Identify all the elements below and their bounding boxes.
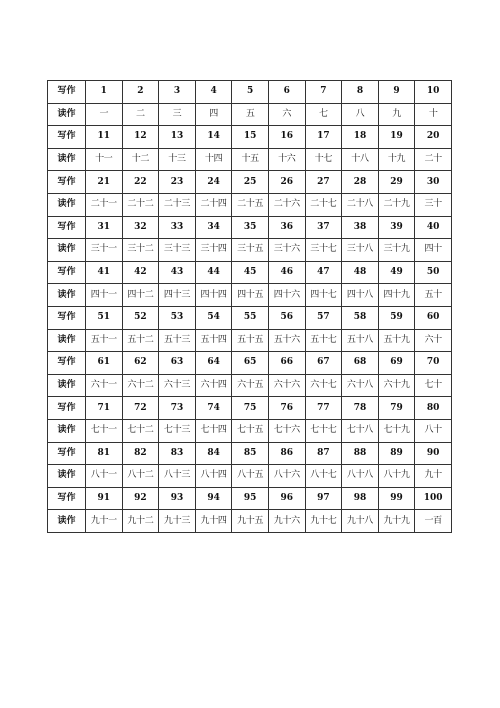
chinese-numeral-cell: 五十四 <box>195 329 232 352</box>
numeral-cell: 99 <box>378 487 415 510</box>
numeral-cell: 9 <box>378 81 415 104</box>
chinese-numeral-cell: 二十二 <box>122 193 159 216</box>
numeral-cell: 67 <box>305 352 342 375</box>
chinese-numeral-cell: 三十九 <box>378 239 415 262</box>
chinese-numeral-cell: 七十五 <box>232 419 269 442</box>
write-label-cell: 写作 <box>48 216 86 239</box>
chinese-numeral-cell: 九十五 <box>232 510 269 533</box>
read-row <box>48 284 452 307</box>
read-label-cell: 读作 <box>48 103 86 126</box>
chinese-numeral-cell: 七十二 <box>122 419 159 442</box>
write-label-cell: 写作 <box>48 261 86 284</box>
numeral-cell: 65 <box>232 352 269 375</box>
numeral-cell: 16 <box>268 126 305 149</box>
read-row <box>48 239 452 262</box>
chinese-numeral-cell: 九十一 <box>86 510 123 533</box>
numeral-cell: 44 <box>195 261 232 284</box>
numeral-cell: 41 <box>86 261 123 284</box>
numeral-cell: 76 <box>268 397 305 420</box>
chinese-numeral-cell: 十 <box>415 103 452 126</box>
numeral-cell: 74 <box>195 397 232 420</box>
numeral-cell: 11 <box>86 126 123 149</box>
numeral-cell: 55 <box>232 306 269 329</box>
numeral-cell: 4 <box>195 81 232 104</box>
numeral-cell: 83 <box>159 442 196 465</box>
numeral-cell: 89 <box>378 442 415 465</box>
numeral-cell: 52 <box>122 306 159 329</box>
numeral-cell: 94 <box>195 487 232 510</box>
numeral-cell: 43 <box>159 261 196 284</box>
chinese-numeral-cell: 七十三 <box>159 419 196 442</box>
chinese-numeral-cell: 四十三 <box>159 284 196 307</box>
chinese-numeral-cell: 三十八 <box>342 239 379 262</box>
numeral-cell: 34 <box>195 216 232 239</box>
numeral-cell: 48 <box>342 261 379 284</box>
numeral-cell: 33 <box>159 216 196 239</box>
read-row <box>48 419 452 442</box>
chinese-numeral-cell: 六十五 <box>232 374 269 397</box>
chinese-numeral-cell: 八十一 <box>86 465 123 488</box>
chinese-numeral-cell: 五十五 <box>232 329 269 352</box>
chinese-numeral-cell: 十七 <box>305 148 342 171</box>
numeral-cell: 17 <box>305 126 342 149</box>
numeral-cell: 5 <box>232 81 269 104</box>
numeral-cell: 54 <box>195 306 232 329</box>
write-row <box>48 81 452 104</box>
numeral-cell: 46 <box>268 261 305 284</box>
write-label-cell: 写作 <box>48 306 86 329</box>
chinese-numeral-cell: 六十八 <box>342 374 379 397</box>
numeral-cell: 30 <box>415 171 452 194</box>
numeral-cell: 90 <box>415 442 452 465</box>
chinese-numeral-cell: 九十三 <box>159 510 196 533</box>
chinese-numeral-cell: 三十 <box>415 193 452 216</box>
numeral-cell: 73 <box>159 397 196 420</box>
numeral-cell: 81 <box>86 442 123 465</box>
read-row <box>48 148 452 171</box>
read-row <box>48 329 452 352</box>
numeral-cell: 31 <box>86 216 123 239</box>
numeral-cell: 93 <box>159 487 196 510</box>
chinese-numeral-cell: 十四 <box>195 148 232 171</box>
numeral-cell: 57 <box>305 306 342 329</box>
chinese-numeral-cell: 二十七 <box>305 193 342 216</box>
numeral-cell: 14 <box>195 126 232 149</box>
chinese-numeral-cell: 五十二 <box>122 329 159 352</box>
numeral-cell: 37 <box>305 216 342 239</box>
chinese-numeral-cell: 五十三 <box>159 329 196 352</box>
chinese-numeral-cell: 二十五 <box>232 193 269 216</box>
numeral-cell: 56 <box>268 306 305 329</box>
numeral-cell: 1 <box>86 81 123 104</box>
numeral-cell: 8 <box>342 81 379 104</box>
read-row <box>48 374 452 397</box>
numeral-cell: 68 <box>342 352 379 375</box>
read-label-cell: 读作 <box>48 329 86 352</box>
write-row <box>48 306 452 329</box>
write-row <box>48 487 452 510</box>
numeral-cell: 3 <box>159 81 196 104</box>
chinese-numeral-cell: 十八 <box>342 148 379 171</box>
chinese-numeral-cell: 六十 <box>415 329 452 352</box>
numeral-cell: 60 <box>415 306 452 329</box>
write-row <box>48 397 452 420</box>
chinese-numeral-cell: 七十 <box>415 374 452 397</box>
chinese-numeral-cell: 四十四 <box>195 284 232 307</box>
chinese-numeral-cell: 十六 <box>268 148 305 171</box>
chinese-numeral-cell: 八十 <box>415 419 452 442</box>
chinese-numeral-cell: 三十五 <box>232 239 269 262</box>
chinese-numeral-cell: 七十六 <box>268 419 305 442</box>
numeral-cell: 21 <box>86 171 123 194</box>
numeral-cell: 97 <box>305 487 342 510</box>
write-row <box>48 261 452 284</box>
write-row <box>48 216 452 239</box>
numeral-cell: 13 <box>159 126 196 149</box>
numeral-cell: 49 <box>378 261 415 284</box>
write-row <box>48 352 452 375</box>
chinese-numeral-cell: 八十三 <box>159 465 196 488</box>
read-label-cell: 读作 <box>48 193 86 216</box>
numeral-cell: 69 <box>378 352 415 375</box>
read-row <box>48 103 452 126</box>
numeral-cell: 2 <box>122 81 159 104</box>
numeral-cell: 87 <box>305 442 342 465</box>
numeral-cell: 26 <box>268 171 305 194</box>
numeral-cell: 19 <box>378 126 415 149</box>
numeral-cell: 53 <box>159 306 196 329</box>
chinese-numeral-cell: 八十四 <box>195 465 232 488</box>
read-label-cell: 读作 <box>48 284 86 307</box>
numeral-cell: 96 <box>268 487 305 510</box>
read-row <box>48 465 452 488</box>
write-label-cell: 写作 <box>48 352 86 375</box>
numeral-cell: 77 <box>305 397 342 420</box>
chinese-numeral-cell: 三十四 <box>195 239 232 262</box>
numeral-cell: 66 <box>268 352 305 375</box>
chinese-numeral-cell: 十一 <box>86 148 123 171</box>
chinese-numeral-cell: 四十 <box>415 239 452 262</box>
numeral-cell: 100 <box>415 487 452 510</box>
numeral-cell: 6 <box>268 81 305 104</box>
numeral-cell: 47 <box>305 261 342 284</box>
chinese-numeral-cell: 九 <box>378 103 415 126</box>
chinese-numeral-cell: 九十六 <box>268 510 305 533</box>
numeral-cell: 95 <box>232 487 269 510</box>
numeral-cell: 7 <box>305 81 342 104</box>
numeral-cell: 59 <box>378 306 415 329</box>
numeral-cell: 80 <box>415 397 452 420</box>
chinese-numeral-cell: 七十一 <box>86 419 123 442</box>
read-label-cell: 读作 <box>48 148 86 171</box>
numeral-cell: 78 <box>342 397 379 420</box>
numeral-cell: 63 <box>159 352 196 375</box>
chinese-numeral-cell: 十五 <box>232 148 269 171</box>
numeral-cell: 18 <box>342 126 379 149</box>
write-label-cell: 写作 <box>48 81 86 104</box>
write-row <box>48 442 452 465</box>
numeral-cell: 22 <box>122 171 159 194</box>
chinese-numeral-cell: 一百 <box>415 510 452 533</box>
chinese-numeral-cell: 四十八 <box>342 284 379 307</box>
chinese-numeral-cell: 九十九 <box>378 510 415 533</box>
write-label-cell: 写作 <box>48 397 86 420</box>
numeral-cell: 32 <box>122 216 159 239</box>
chinese-numeral-cell: 七十八 <box>342 419 379 442</box>
chinese-numeral-cell: 三十七 <box>305 239 342 262</box>
write-row <box>48 126 452 149</box>
chinese-numeral-cell: 四十一 <box>86 284 123 307</box>
chinese-numeral-cell: 二十四 <box>195 193 232 216</box>
numeral-cell: 29 <box>378 171 415 194</box>
chinese-numeral-cell: 六十四 <box>195 374 232 397</box>
chinese-numeral-cell: 二十三 <box>159 193 196 216</box>
write-label-cell: 写作 <box>48 487 86 510</box>
chinese-numeral-cell: 八十五 <box>232 465 269 488</box>
chinese-numeral-cell: 六十七 <box>305 374 342 397</box>
numeral-cell: 84 <box>195 442 232 465</box>
numeral-cell: 72 <box>122 397 159 420</box>
chinese-numeral-cell: 九十四 <box>195 510 232 533</box>
chinese-numeral-cell: 六十六 <box>268 374 305 397</box>
chinese-numeral-cell: 二 <box>122 103 159 126</box>
read-label-cell: 读作 <box>48 374 86 397</box>
chinese-numeral-cell: 三十一 <box>86 239 123 262</box>
chinese-numeral-cell: 六十三 <box>159 374 196 397</box>
read-label-cell: 读作 <box>48 239 86 262</box>
chinese-numeral-cell: 八十六 <box>268 465 305 488</box>
chinese-numeral-cell: 九十 <box>415 465 452 488</box>
chinese-numeral-cell: 八十二 <box>122 465 159 488</box>
chinese-numeral-cell: 九十二 <box>122 510 159 533</box>
chinese-numeral-cell: 三十三 <box>159 239 196 262</box>
chinese-numeral-cell: 四十二 <box>122 284 159 307</box>
numeral-cell: 75 <box>232 397 269 420</box>
numeral-cell: 86 <box>268 442 305 465</box>
chinese-numeral-cell: 十九 <box>378 148 415 171</box>
chinese-numeral-cell: 十二 <box>122 148 159 171</box>
chinese-numeral-cell: 五十九 <box>378 329 415 352</box>
numeral-cell: 36 <box>268 216 305 239</box>
numeral-cell: 40 <box>415 216 452 239</box>
read-row <box>48 510 452 533</box>
chinese-numeral-cell: 七十四 <box>195 419 232 442</box>
numeral-cell: 61 <box>86 352 123 375</box>
chinese-numeral-cell: 七 <box>305 103 342 126</box>
chinese-numeral-cell: 四十六 <box>268 284 305 307</box>
number-reading-table <box>47 80 452 533</box>
chinese-numeral-cell: 八十九 <box>378 465 415 488</box>
chinese-numeral-cell: 九十八 <box>342 510 379 533</box>
numeral-cell: 24 <box>195 171 232 194</box>
numeral-cell: 23 <box>159 171 196 194</box>
numeral-cell: 20 <box>415 126 452 149</box>
numeral-cell: 45 <box>232 261 269 284</box>
chinese-numeral-cell: 八 <box>342 103 379 126</box>
numeral-cell: 58 <box>342 306 379 329</box>
chinese-numeral-cell: 二十九 <box>378 193 415 216</box>
chinese-numeral-cell: 五十 <box>415 284 452 307</box>
numeral-cell: 27 <box>305 171 342 194</box>
chinese-numeral-cell: 九十七 <box>305 510 342 533</box>
numeral-cell: 79 <box>378 397 415 420</box>
chinese-numeral-cell: 五十七 <box>305 329 342 352</box>
chinese-numeral-cell: 五 <box>232 103 269 126</box>
chinese-numeral-cell: 四十九 <box>378 284 415 307</box>
chinese-numeral-cell: 三 <box>159 103 196 126</box>
chinese-numeral-cell: 十三 <box>159 148 196 171</box>
numeral-cell: 28 <box>342 171 379 194</box>
numeral-cell: 50 <box>415 261 452 284</box>
chinese-numeral-cell: 六十九 <box>378 374 415 397</box>
read-row <box>48 193 452 216</box>
numeral-cell: 92 <box>122 487 159 510</box>
numeral-cell: 70 <box>415 352 452 375</box>
chinese-numeral-cell: 二十八 <box>342 193 379 216</box>
numeral-cell: 42 <box>122 261 159 284</box>
chinese-numeral-cell: 三十六 <box>268 239 305 262</box>
read-label-cell: 读作 <box>48 510 86 533</box>
chinese-numeral-cell: 六 <box>268 103 305 126</box>
numeral-cell: 85 <box>232 442 269 465</box>
write-label-cell: 写作 <box>48 442 86 465</box>
chinese-numeral-cell: 八十七 <box>305 465 342 488</box>
numeral-cell: 15 <box>232 126 269 149</box>
numeral-cell: 12 <box>122 126 159 149</box>
write-label-cell: 写作 <box>48 171 86 194</box>
read-label-cell: 读作 <box>48 465 86 488</box>
numeral-cell: 91 <box>86 487 123 510</box>
chinese-numeral-cell: 四 <box>195 103 232 126</box>
numeral-cell: 98 <box>342 487 379 510</box>
chinese-numeral-cell: 八十八 <box>342 465 379 488</box>
chinese-numeral-cell: 六十二 <box>122 374 159 397</box>
chinese-numeral-cell: 七十七 <box>305 419 342 442</box>
numeral-cell: 71 <box>86 397 123 420</box>
numeral-cell: 51 <box>86 306 123 329</box>
numeral-cell: 88 <box>342 442 379 465</box>
chinese-numeral-cell: 三十二 <box>122 239 159 262</box>
chinese-numeral-cell: 二十 <box>415 148 452 171</box>
numeral-cell: 39 <box>378 216 415 239</box>
chinese-numeral-cell: 五十六 <box>268 329 305 352</box>
chinese-numeral-cell: 五十八 <box>342 329 379 352</box>
numeral-cell: 10 <box>415 81 452 104</box>
write-label-cell: 写作 <box>48 126 86 149</box>
chinese-numeral-cell: 四十七 <box>305 284 342 307</box>
numeral-cell: 25 <box>232 171 269 194</box>
chinese-numeral-cell: 二十六 <box>268 193 305 216</box>
chinese-numeral-cell: 五十一 <box>86 329 123 352</box>
numeral-cell: 62 <box>122 352 159 375</box>
chinese-numeral-cell: 七十九 <box>378 419 415 442</box>
read-label-cell: 读作 <box>48 419 86 442</box>
numeral-cell: 35 <box>232 216 269 239</box>
chinese-numeral-cell: 四十五 <box>232 284 269 307</box>
numeral-cell: 82 <box>122 442 159 465</box>
chinese-numeral-cell: 六十一 <box>86 374 123 397</box>
chinese-numeral-cell: 二十一 <box>86 193 123 216</box>
chinese-numeral-cell: 一 <box>86 103 123 126</box>
write-row <box>48 171 452 194</box>
numeral-cell: 64 <box>195 352 232 375</box>
table-body <box>48 81 452 533</box>
numeral-cell: 38 <box>342 216 379 239</box>
